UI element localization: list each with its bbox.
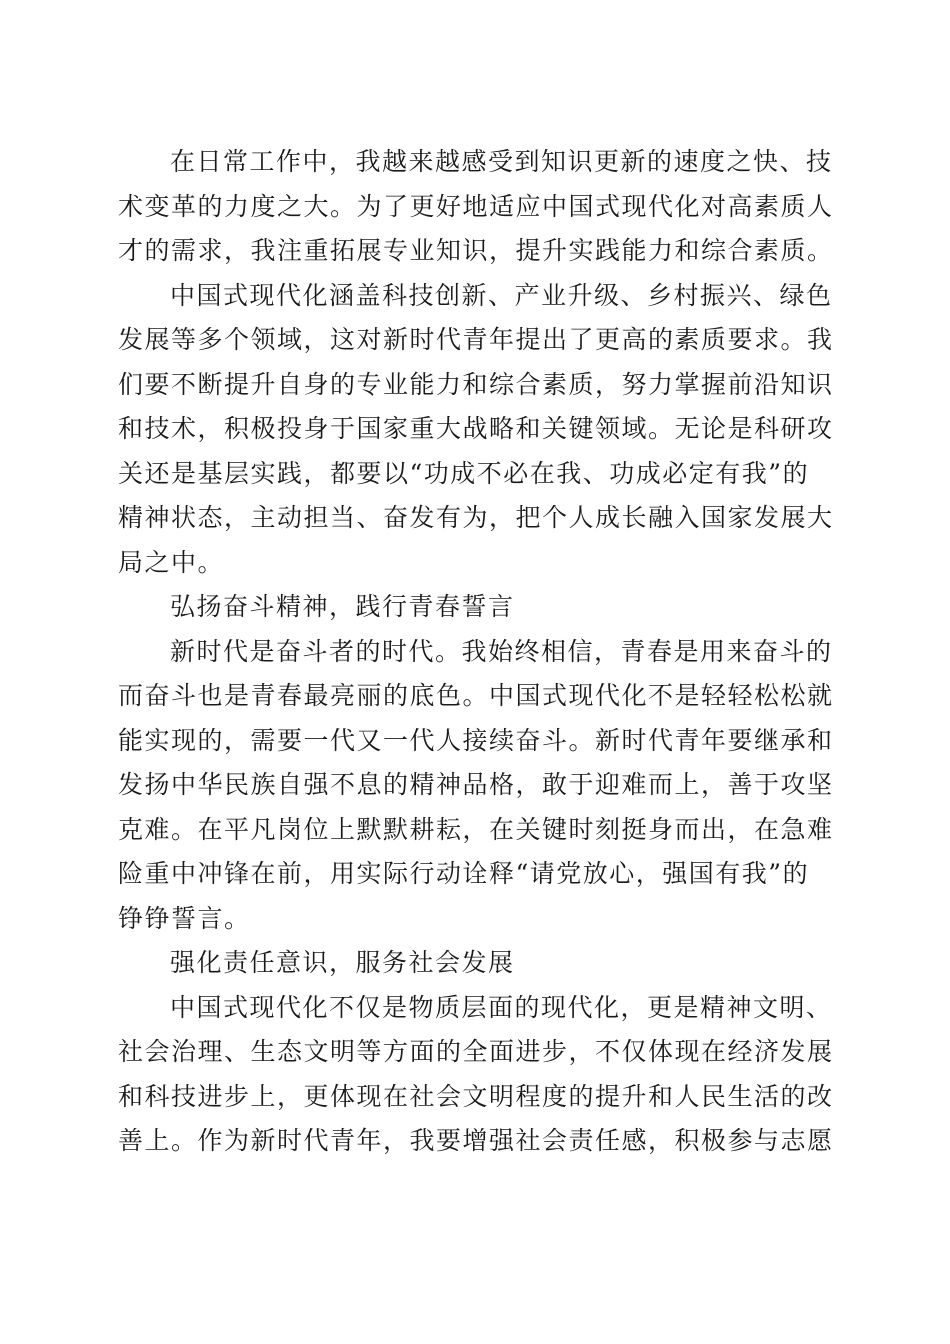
paragraph-1-line-2: 术变革的力度之大。为了更好地适应中国式现代化对高素质人	[118, 191, 834, 221]
paragraph-2-line-6: 精神状态，主动担当、奋发有为，把个人成长融入国家发展大	[118, 503, 834, 532]
paragraph-2-line-4: 和技术，积极投身于国家重大战略和关键领域。无论是科研攻	[118, 414, 834, 443]
paragraph-4-line-4: 善上。作为新时代青年，我要增强社会责任感，积极参与志愿	[118, 1126, 834, 1155]
paragraph-4-line-1: 中国式现代化不仅是物质层面的现代化，更是精神文明、	[170, 992, 833, 1022]
paragraph-3-line-5: 克难。在平凡岗位上默默耕耘，在关键时刻挺身而出，在急难	[118, 814, 834, 844]
paragraph-3-line-7: 铮铮誓言。	[118, 903, 251, 933]
paragraph-3-line-3: 能实现的，需要一代又一代人接续奋斗。新时代青年要继承和	[118, 725, 834, 755]
paragraph-3-line-1: 新时代是奋斗者的时代。我始终相信，青春是用来奋斗的	[170, 636, 833, 666]
paragraph-2-line-3: 们要不断提升自身的专业能力和综合素质，努力掌握前沿知识	[118, 369, 834, 399]
paragraph-2-line-1: 中国式现代化涵盖科技创新、产业升级、乡村振兴、绿色	[170, 280, 833, 310]
paragraph-2-line-2: 发展等多个领域，这对新时代青年提出了更高的素质要求。我	[118, 325, 834, 354]
paragraph-4-line-3: 和科技进步上，更体现在社会文明程度的提升和人民生活的改	[118, 1081, 834, 1111]
paragraph-1-line-3: 才的需求，我注重拓展专业知识，提升实践能力和综合素质。	[118, 236, 834, 265]
paragraph-3-line-4: 发扬中华民族自强不息的精神品格，敢于迎难而上，善于攻坚	[118, 770, 834, 799]
document-body	[118, 140, 834, 1164]
section-heading-struggle: 弘扬奋斗精神，践行青春誓言	[170, 592, 515, 621]
paragraph-4-line-2: 社会治理、生态文明等方面的全面进步，不仅体现在经济发展	[118, 1037, 834, 1066]
paragraph-2-line-7: 局之中。	[118, 547, 225, 577]
paragraph-3-line-2: 而奋斗也是青春最亮丽的底色。中国式现代化不是轻轻松松就	[118, 681, 834, 710]
paragraph-3-line-6: 险重中冲锋在前，用实际行动诠释“请党放心，强国有我”的	[118, 859, 810, 888]
paragraph-2-line-5: 关还是基层实践，都要以“功成不必在我、功成必定有我”的	[118, 458, 810, 488]
section-heading-responsibility: 强化责任意识，服务社会发展	[170, 948, 515, 977]
paragraph-1-line-1: 在日常工作中，我越来越感受到知识更新的速度之快、技	[170, 147, 833, 176]
